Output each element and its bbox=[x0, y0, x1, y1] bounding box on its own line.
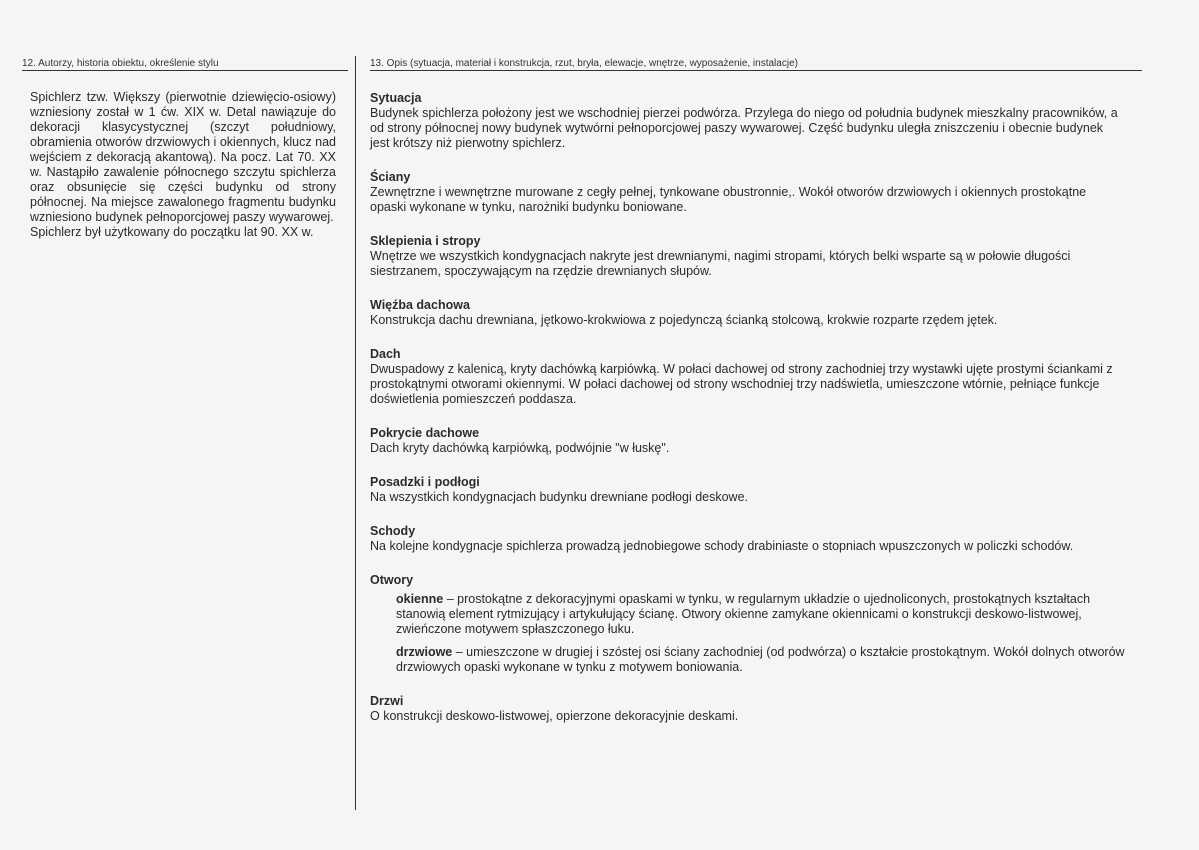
section-title: Otwory bbox=[370, 573, 414, 587]
section-text: Na wszystkich kondygnacjach budynku drewniane podłogi deskowe. bbox=[370, 490, 748, 504]
history-paragraph-usage: Spichlerz był użytkowany do początku lat 90. XX w. bbox=[30, 225, 314, 239]
section-dach bbox=[370, 346, 1125, 407]
history-paragraph: Spichlerz tzw. Większy (pierwotnie dziewięcio-osiowy) wzniesiony został w 1 ćw. XIX w. Detal nawiązuje do dekoracji klasycystycznej (szczyt południowy, obramienia otworów drzwiowych i okiennych, klucz nad wejściem z dekoracją akantową). Na pocz. Lat 70. XX w. Nastąpiło zawalenie północnego szczytu spichlerza oraz obsunięcie się części budynku od strony północnej. Na miejsce zawalonego fragmentu budynku wzniesiono budynek pełnoporcjowej paszy wywarowej. bbox=[30, 90, 336, 224]
section-pokrycie bbox=[370, 425, 1125, 456]
section-title: Więźba dachowa bbox=[370, 298, 470, 312]
section-sklepienia bbox=[370, 233, 1125, 279]
header-description: 13. Opis (sytuacja, materiał i konstrukcja, rzut, bryła, elewacje, wnętrze, wyposażenie, instalacje) bbox=[370, 58, 1142, 71]
section-text: Dach kryty dachówką karpiówką, podwójnie "w łuskę". bbox=[370, 441, 670, 455]
otwory-okienne bbox=[396, 592, 1125, 637]
term-okienne: okienne bbox=[396, 592, 444, 606]
otwory-drzwiowe bbox=[396, 645, 1125, 675]
column-divider bbox=[355, 56, 356, 810]
section-text: Budynek spichlerza położony jest we wschodniej pierzei podwórza. Przylega do niego od południa budynek mieszkalny pracowników, a od strony północnej nowy budynek wytwórni pełnoporcjowej paszy wywarowej. Część budynku uległa zniszczeniu i obecnie budynek jest krótszy niż pierwotny spichlerz. bbox=[370, 106, 1118, 150]
section-wiezba bbox=[370, 297, 1125, 328]
section-otwory bbox=[370, 572, 1125, 675]
header-authors-history: 12. Autorzy, historia obiektu, określenie stylu bbox=[22, 58, 348, 71]
section-sciany bbox=[370, 169, 1125, 215]
term-drzwiowe: drzwiowe bbox=[396, 645, 453, 659]
history-column bbox=[30, 90, 336, 240]
section-text: Konstrukcja dachu drewniana, jętkowo-krokwiowa z pojedynczą ścianką stolcową, krokwie rozparte rzędem jętek. bbox=[370, 313, 998, 327]
section-sytuacja bbox=[370, 90, 1125, 151]
section-text: Wnętrze we wszystkich kondygnacjach nakryte jest drewnianymi, nagimi stropami, których belki wsparte są w połowie długości siestrzanem, spoczywającym na rzędzie drewnianych słupów. bbox=[370, 249, 1071, 278]
section-posadzki bbox=[370, 474, 1125, 505]
section-title: Ściany bbox=[370, 170, 411, 184]
section-title: Schody bbox=[370, 524, 416, 538]
section-title: Pokrycie dachowe bbox=[370, 426, 480, 440]
otwory-details bbox=[396, 592, 1125, 675]
section-title: Sklepienia i stropy bbox=[370, 234, 481, 248]
section-title: Posadzki i podłogi bbox=[370, 475, 480, 489]
section-drzwi bbox=[370, 693, 1125, 724]
section-title: Sytuacja bbox=[370, 91, 422, 105]
section-text: Zewnętrzne i wewnętrzne murowane z cegły pełnej, tynkowane obustronnie,. Wokół otworów drzwiowych i okiennych prostokątne opaski wykonane w tynku, narożniki budynku boniowane. bbox=[370, 185, 1087, 214]
section-text: Dwuspadowy z kalenicą, kryty dachówką karpiówką. W połaci dachowej od strony zachodniej trzy wystawki ujęte prostymi ściankami z prostokątnymi otworami okiennymi. W połaci dachowej od strony wschodniej trzy nadświetla, umieszczone wtórnie, pełniące funkcje doświetlenia pomieszczeń poddasza. bbox=[370, 362, 1113, 406]
section-title: Dach bbox=[370, 347, 401, 361]
drzwiowe-text: – umieszczone w drugiej i szóstej osi ściany zachodniej (od podwórza) o kształcie prostokątnym. Wokół dolnych otworów drzwiowych opaski wykonane w tynku z motywem boniowania. bbox=[396, 645, 1125, 674]
okienne-text: – prostokątne z dekoracyjnymi opaskami w tynku, w regularnym układzie o ujednoliconych, prostokątnych kształtach stanowią element rytmizujący i artykułujący ścianę. Otwory okienne zamykane okiennicami o konstrukcji deskowo-listwowej, zwieńczone motywem spłaszczonego łuku. bbox=[396, 592, 1091, 636]
section-text: O konstrukcji deskowo-listwowej, opierzone dekoracyjnie deskami. bbox=[370, 709, 739, 723]
description-column bbox=[370, 90, 1125, 742]
section-text: Na kolejne kondygnacje spichlerza prowadzą jednobiegowe schody drabiniaste o stopniach wpuszczonych w policzki schodów. bbox=[370, 539, 1074, 553]
section-title: Drzwi bbox=[370, 694, 404, 708]
section-schody bbox=[370, 523, 1125, 554]
